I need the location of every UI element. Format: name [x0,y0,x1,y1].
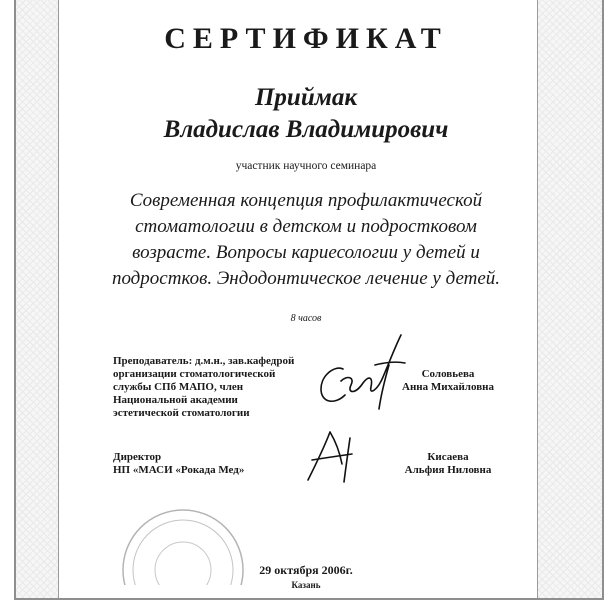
seminar-topic-line: возрасте. Вопросы кариесологии у детей и [132,242,480,263]
lecturer-title-line: эстетической стоматологии [113,407,250,419]
participant-label: участник научного семинара [235,160,377,172]
recipient-surname: Приймак [254,84,358,111]
lecturer-title-line: Преподаватель: д.м.н., зав.кафедрой [113,355,295,367]
lecturer-title-line: организации стоматологической [113,368,276,380]
seminar-topic-line: стоматологии в детском и подростковом [135,216,477,237]
lecturer-title-line: службы СПб МАПО, член [113,381,244,393]
certificate-title: СЕРТИФИКАТ [164,22,448,55]
director-title-line: Директор [113,451,162,463]
director-surname: Кисаева [427,451,469,463]
lecturer-title-line: Национальной академии [113,394,238,406]
director-given-names: Альфия Ниловна [404,464,492,476]
issue-date: 29 октября 2006г. [259,563,353,577]
recipient-given-names: Владислав Владимирович [163,116,449,143]
issue-city: Казань [291,580,321,590]
seminar-topic-line: подростков. Эндодонтическое лечение у детей. [111,268,501,289]
lecturer-surname: Соловьева [421,368,475,380]
director-title-line: НП «МАСИ «Рокада Мед» [113,464,245,476]
seminar-topic-line: Современная концепция профилактической [129,190,483,211]
seminar-hours: 8 часов [290,313,322,324]
director-signature [300,420,370,490]
lecturer-given-names: Анна Михайловна [402,381,494,393]
